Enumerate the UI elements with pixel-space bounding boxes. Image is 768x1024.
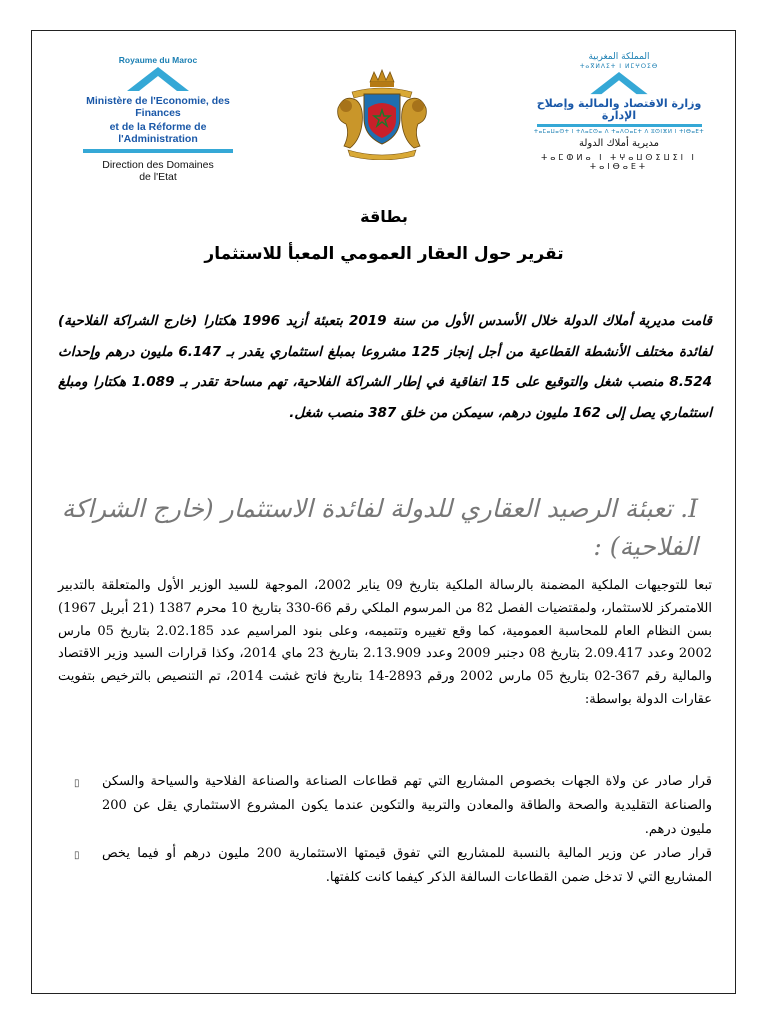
direction-name-fr-line2: de l'Etat	[139, 171, 177, 183]
section-number: I.	[680, 494, 698, 523]
intro-text: قامت مديرية أملاك الدولة خلال الأسدس الأول من سنة 2019 بتعبئة أزيد 1996 هكتارا (خارج الشراكة الفلاحية) لفائدة مختلف الأنشطة القطاعية من أجل إنجاز 125 مشروعا بمبلغ استثماري يقدر بـ 6.147 مليون درهم وإحداث 8.524 منصب شغل والتوقيع على 15 اتفاقية في إطار الشراكة الفلاحية، تهم مساحة تقدر بـ 1.089 هكتارا ومبلغ استثماري يصل إلى 162 مليون درهم، سيمكن من خلق 387 منصب شغل.	[58, 313, 712, 421]
direction-name-fr-line1: Direction des Domaines	[102, 159, 214, 171]
ministry-name-fr-line2: et de la Réforme de l'Administration	[109, 121, 207, 145]
decision-list	[58, 770, 712, 890]
list-item	[74, 770, 712, 842]
logo-divider	[537, 124, 702, 127]
chevron-logo-icon	[127, 67, 189, 93]
list-item-text: قرار صادر عن ولاة الجهات بخصوص المشاريع التي تهم قطاعات الصناعة والصناعة الفلاحية والسياحة والسكن والصناعة التقليدية والصحة والطاقة والمعادن والتربية والتكوين عندما يكون المشروع الاستثماري يقل عن 200 مليون درهم.	[102, 774, 712, 837]
bullet-icon: ▯	[74, 778, 80, 789]
coat-of-arms-icon	[330, 68, 434, 160]
list-item	[74, 842, 712, 890]
kingdom-label-ar: المملكة المغربية	[588, 52, 650, 62]
list-item-text: قرار صادر عن وزير المالية بالنسبة للمشاريع التي تفوق قيمتها الاستثمارية 200 مليون درهم أو فيما يخص المشاريع التي لا تدخل ضمن القطاعات السالفة الذكر كيفما كانت كلفتها.	[102, 846, 712, 885]
ministry-name-ar: وزارة الاقتصاد والمالية وإصلاح الإدارة	[536, 97, 702, 122]
intro-paragraph	[58, 306, 712, 428]
kingdom-label: Royaume du Maroc	[118, 55, 198, 65]
kingdom-label-tifinagh: ⵜⴰⴳⵍⴷⵉⵜ ⵏ ⵍⵎⵖⵔⵉⴱ	[579, 63, 659, 70]
section-title: تعبئة الرصيد العقاري للدولة لفائدة الاستثمار (خارج الشراكة الفلاحية) :	[61, 494, 698, 561]
bullet-icon: ▯	[74, 850, 80, 861]
section-heading	[58, 490, 698, 566]
report-title: تقرير حول العقار العمومي المعبأ للاستثمار	[204, 244, 564, 264]
card-title: بطاقة	[360, 207, 408, 226]
ministry-name-tifinagh: ⵜⴰⵎⴰⵡⴰⵙⵜ ⵏ ⵜⴷⴰⵎⵙⴰ ⴷ ⵜⴰⴷⵔⴰⵎⵜ ⴷ ⵓⵙⵏⴼⵍ ⵏ ⵜⵏⴱⴰⴹⵜ	[533, 129, 705, 135]
ministry-name-fr-line1: Ministère de l'Economie, des Finances	[86, 95, 230, 119]
chevron-logo-icon	[589, 72, 649, 96]
direction-name-ar: مديرية أملاك الدولة	[578, 138, 660, 149]
logo-divider	[83, 149, 233, 153]
direction-name-tifinagh: ⵜⴰⵎⵀⵍⴰ ⵏ ⵜⵖⴰⵡⵙⵉⵡⵉⵏ ⵏ ⵜⴰⵏⴱⴰⴹⵜ	[541, 153, 697, 171]
ministry-logo-fr	[78, 55, 238, 181]
body-paragraph: تبعا للتوجيهات الملكية المضمنة بالرسالة الملكية بتاريخ 09 يناير 2002، الموجهة للسيد الوزير الأول والمتعلقة بالتدبير اللامتمركز للاستثمار، ولمقتضيات الفصل 82 من المرسوم الملكي رقم 66-330 بتاريخ 10 محرم 1387 (21 أبريل 1967) بسن النظام العام للمحاسبة العمومية، كما وقع تغييره وتتميمه، وعلى بنود المراسيم عدد 2.02.185 بتاريخ 05 مارس 2002 وعدد 2.09.417 بتاريخ 08 دجنبر 2009 وعدد 2.13.909 بتاريخ 23 ماي 2014، وكذا قرارات السيد وزير الاقتصاد والمالية رقم 367-02 بتاريخ 05 مارس 2002 ورقم 2893-14 بتاريخ فاتح غشت 2014، تم التنصيص بالترخيص بتفويت عقارات الدولة بواسطة:	[58, 578, 713, 707]
ministry-logo-ar	[528, 52, 710, 180]
